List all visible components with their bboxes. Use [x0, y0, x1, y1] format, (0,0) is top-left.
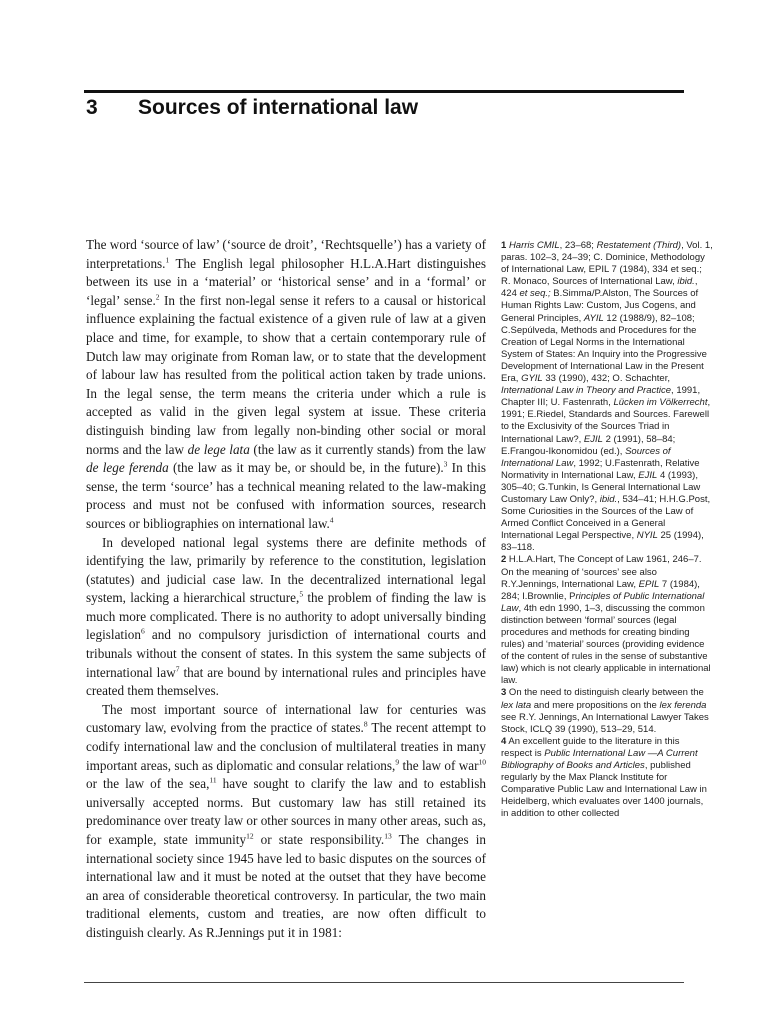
- text-run: the law of war: [399, 757, 479, 773]
- italic-text: GYIL: [521, 373, 543, 385]
- footnote-number: 1: [501, 240, 507, 251]
- italic-text: International Law in Theory and Practice: [501, 385, 672, 397]
- text-run: , Vol. 1, paras. 102–3, 24–39; C. Dominice, Methodology of International Law, EPIL 7 (1984), 334 et seq.; R. Monaco, Sources of International Law,: [501, 240, 713, 288]
- italic-text: ibid.: [599, 493, 618, 505]
- text-run: (the law as it may be, or should be, in the future).: [168, 460, 444, 476]
- footnote-ref: 12: [246, 831, 254, 841]
- text-run: In this sense, the term ‘source’ has a technical meaning related to the law-making process and must not be confused with information sources, research sources or bibliographies on international law.: [86, 460, 486, 531]
- chapter-top-rule: [84, 90, 684, 93]
- text-run: and no compulsory jurisdiction of international courts and tribunals without the consent of states. In this system the same subjects of international law: [86, 627, 486, 680]
- text-run: 4 (1993), 305–40; G.Tunkin, Is General International Law Customary Law Only?,: [501, 469, 701, 505]
- text-run: An excellent guide to the literature in this respect is: [501, 735, 680, 759]
- italic-text: AYIL: [583, 312, 604, 324]
- text-run: , 4th edn 1990, 1–3, discussing the common distinction between ‘formal’ sources (legal procedures and methods for creating binding rules) and ‘material’ sources (providing evidence of the content of rules in the sense of substantive law) which is not clearly applicable in international law.: [501, 602, 711, 687]
- footnote: [501, 687, 713, 735]
- text-run: have sought to clarify the law and to establish universally accepted norms. But customary law has still retained its predominance over treaty law or other sources in many other areas, such as, for example, state immunity: [86, 776, 486, 847]
- italic-text: Lücken im Völkerrecht: [613, 397, 708, 409]
- footnote-number: 2: [501, 554, 507, 566]
- text-run: the problem of finding the law is much more complicated. There is no authority to adopt universally binding legislation: [86, 590, 486, 643]
- body-paragraph: [86, 236, 486, 534]
- footnote: [501, 736, 713, 821]
- text-run: , 23–68;: [559, 240, 597, 251]
- italic-text: de lege ferenda: [86, 460, 169, 476]
- text-run: The most important source of international law for centuries was customary law, evolving from the practice of states.: [86, 701, 486, 736]
- text-run: and mere propositions on the: [531, 699, 660, 711]
- text-run: 25 (1994), 83–118.: [501, 530, 704, 554]
- italic-text: EJIL: [638, 469, 658, 481]
- footnote-ref: 9: [395, 757, 400, 767]
- footnote-ref: 7: [175, 664, 180, 674]
- body-paragraph: [86, 701, 486, 943]
- text-run: or the law of the sea,: [86, 776, 210, 792]
- italic-text: ibid.: [677, 276, 695, 288]
- italic-text: lex lata: [501, 699, 532, 711]
- italic-text: lex ferenda: [659, 699, 707, 711]
- italic-text: Sources of International Law: [501, 445, 671, 469]
- footnote-ref: 2: [155, 292, 160, 302]
- footnote-ref: 5: [299, 589, 304, 599]
- italic-text: et seq.;: [519, 288, 551, 300]
- body-text: [86, 236, 486, 943]
- italic-text: Public International Law —A Current Bibliography of Books and Articles: [501, 747, 698, 772]
- footnote-ref: 1: [165, 255, 170, 265]
- italic-text: Restatement (Third): [596, 240, 682, 251]
- italic-text: de lege lata: [187, 441, 250, 457]
- footnote-ref: 8: [363, 720, 368, 730]
- footnote-ref: 4: [329, 515, 334, 525]
- text-run: The changes in international society since 1945 have led to basic disputes on the sources of international law and it must be noted at the outset that they have become an area of considerable theoretical controversy. In particular, the two main traditional elements, custom and treaties, are now often difficult to distinguish clearly. As R.Jennings put it in 1981:: [86, 832, 486, 940]
- text-run: , 534–41; H.H.G.Post, Some Curiosities in the Sources of the Law of Armed Conflict Conceived in a General International Legal Perspective,: [501, 493, 711, 542]
- text-run: The English legal philosopher H.L.A.Hart distinguishes between its use in a ‘material’ or ‘historical sense’ and in a ‘formal’ or ‘legal’ sense.: [86, 255, 486, 308]
- text-run: In the first non-legal sense it refers to a causal or historical influence explaining the factual existence of a given rule of law at a given place and time, for example, to show that a certain contemporary rule of Dutch law may originate from Roman law, or to state that the development of labour law has resulted from the political action taken by trade unions. In the legal sense, the term means the criteria under which a rule is accepted as valid in the given legal system at issue. These criteria distinguish binding law from legally non-binding other social or moral norms and the law: [86, 292, 487, 457]
- text-run: 2 (1991), 58–84; E.Frangou-Ikonomidou (ed.),: [501, 433, 676, 457]
- text-run: On the need to distinguish clearly between the: [506, 687, 704, 699]
- text-run: or state responsibility.: [253, 832, 385, 847]
- body-paragraph: [86, 534, 486, 701]
- text-run: , 1991; E.Riedel, Standards and Sources. Farewell to the Exclusivity of the Sources Triad in International Law?,: [501, 397, 711, 445]
- page-bottom-rule: [84, 982, 684, 983]
- text-run: B.Simma/P.Alston, The Sources of Human Rights Law: Custom, Jus Cogens, and General Principles,: [501, 288, 699, 324]
- footnotes-column: [501, 240, 713, 821]
- text-run: In developed national legal systems there are definite methods of identifying the law, primarily by reference to the constitution, legislation (statutes) and judicial case law. In the decentralized international legal system, lacking a hierarchical structure,: [86, 534, 486, 606]
- text-run: , 1992; U.Fastenrath, Relative Normativity in International Law,: [501, 457, 700, 481]
- text-run: The recent attempt to codify international law and the conclusion of multilateral treaties in many important areas, such as diplomatic and consular relations,: [86, 720, 486, 773]
- footnote: [501, 554, 713, 687]
- footnote-ref: 11: [209, 775, 217, 785]
- text-run: see R.Y. Jennings, An International Lawyer Takes Stock, ICLQ 39 (1990), 513–29, 514.: [501, 711, 709, 735]
- text-run: 7 (1984), 284; I.Brownlie, P: [501, 578, 700, 602]
- italic-text: Harris CMIL: [508, 240, 560, 251]
- footnote: [501, 240, 713, 554]
- italic-text: rinciples of Public International Law: [501, 590, 705, 614]
- footnote-ref: 10: [478, 757, 486, 767]
- text-run: (the law as it currently stands) from the law: [249, 441, 486, 457]
- footnote-number: 3: [501, 687, 507, 699]
- footnote-ref: 3: [443, 459, 448, 469]
- italic-text: NYIL: [636, 530, 658, 542]
- chapter-number: 3: [86, 96, 98, 119]
- text-run: 33 (1990), 432; O. Schachter,: [542, 373, 670, 385]
- text-run: , 1991, Chapter III; U. Fastenrath,: [501, 385, 701, 409]
- text-run: that are bound by international rules and principles have created them themselves.: [86, 664, 486, 699]
- text-run: , 424: [501, 276, 698, 300]
- text-run: The word ‘source of law’ (‘source de droit’, ‘Rechtsquelle’) has a variety of interpretations.: [86, 237, 486, 271]
- text-run: 12 (1988/9), 82–108; C.Sepúlveda, Methods and Procedures for the Creation of Legal Norms in the International System of States: An Inquiry into the Progressive Development of International Law in the Present Era,: [501, 312, 707, 385]
- italic-text: EPIL: [638, 578, 660, 590]
- footnote-ref: 6: [140, 627, 145, 637]
- chapter-heading: [86, 96, 418, 120]
- footnote-number: 4: [501, 735, 507, 747]
- text-run: H.L.A.Hart, The Concept of Law 1961, 246–7. On the meaning of ‘sources’ see also R.Y.Jennings, International Law,: [501, 554, 702, 590]
- italic-text: EJIL: [583, 433, 603, 445]
- chapter-title: Sources of international law: [138, 96, 419, 119]
- text-run: , published regularly by the Max Planck Institute for Comparative Public Law and International Law in Heidelberg, which evaluates over 1400 journals, in addition to other collected: [501, 760, 707, 820]
- footnote-ref: 13: [384, 831, 392, 841]
